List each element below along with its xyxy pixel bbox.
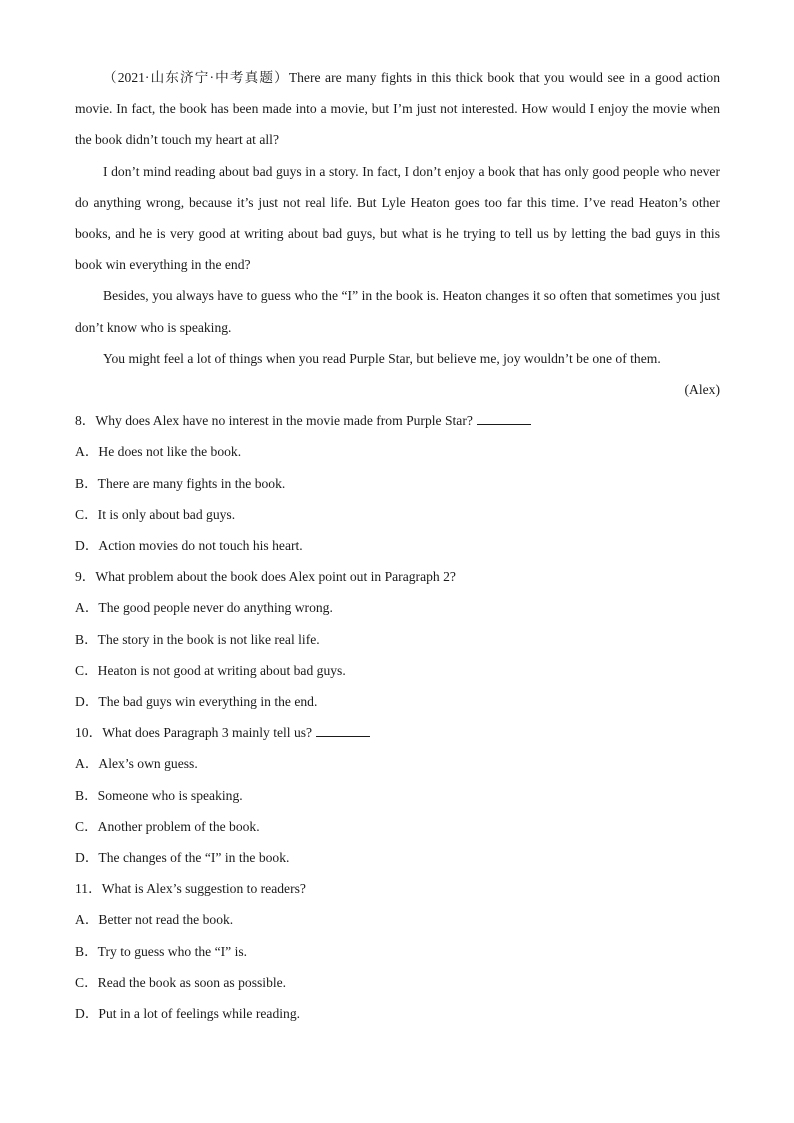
- option-text: There are many fights in the book.: [97, 475, 286, 491]
- option-label: C．: [75, 662, 98, 678]
- option-d[interactable]: [75, 530, 720, 561]
- question-stem: [75, 717, 720, 748]
- option-d[interactable]: [75, 842, 720, 873]
- question-text: Why does Alex have no interest in the movie made from Purple Star?: [95, 413, 473, 429]
- passage-paragraph-2: I don’t mind reading about bad guys in a story. In fact, I don’t enjoy a book that has only good people who never do anything wrong, because it’s just not real life. But Lyle Heaton goes too far this time. I’ve read Heaton’s other books, and he is very good at writing about bad guys, but what is he trying to tell us by letting the bad guys in this book win everything in the end?: [75, 163, 720, 273]
- option-text: Try to guess who the “I” is.: [97, 943, 248, 959]
- question-stem: [75, 405, 720, 436]
- option-text: Another problem of the book.: [97, 818, 260, 834]
- option-label: C．: [75, 818, 98, 834]
- option-label: A．: [75, 600, 99, 616]
- option-c[interactable]: [75, 499, 720, 530]
- option-b[interactable]: [75, 936, 720, 967]
- option-label: D．: [75, 694, 99, 710]
- option-b[interactable]: [75, 468, 720, 499]
- passage-paragraph-1: [75, 62, 720, 156]
- question-text: What problem about the book does Alex point out in Paragraph 2?: [95, 569, 456, 585]
- option-text: Heaton is not good at writing about bad guys.: [97, 662, 346, 678]
- question-9: [75, 561, 720, 717]
- option-d[interactable]: [75, 998, 720, 1029]
- question-stem: [75, 873, 720, 904]
- option-label: C．: [75, 506, 98, 522]
- passage-paragraph-4: You might feel a lot of things when you read Purple Star, but believe me, joy wouldn’t be one of them.: [103, 350, 661, 366]
- answer-blank[interactable]: [316, 726, 370, 737]
- option-label: B．: [75, 943, 98, 959]
- option-label: B．: [75, 787, 98, 803]
- option-label: D．: [75, 538, 99, 554]
- question-11: [75, 873, 720, 1029]
- question-10: [75, 717, 720, 873]
- question-text: What is Alex’s suggestion to readers?: [101, 881, 306, 897]
- option-text: It is only about bad guys.: [97, 506, 236, 522]
- passage-paragraph-3: Besides, you always have to guess who the “I” in the book is. Heaton changes it so often that sometimes you just don’t know who is speaking.: [75, 288, 720, 335]
- option-label: C．: [75, 974, 98, 990]
- option-a[interactable]: [75, 592, 720, 623]
- author-signature: (Alex): [684, 382, 720, 398]
- option-d[interactable]: [75, 686, 720, 717]
- question-number: 11．: [75, 881, 102, 897]
- source-tag: （2021·山东济宁·中考真题）: [103, 70, 289, 85]
- option-text: Put in a lot of feelings while reading.: [98, 1006, 301, 1022]
- option-b[interactable]: [75, 624, 720, 655]
- question-text: What does Paragraph 3 mainly tell us?: [102, 725, 313, 741]
- option-text: The good people never do anything wrong.: [98, 600, 333, 616]
- option-c[interactable]: [75, 655, 720, 686]
- option-text: Action movies do not touch his heart.: [98, 538, 303, 554]
- option-label: D．: [75, 1006, 99, 1022]
- question-number: 10．: [75, 725, 103, 741]
- option-text: Better not read the book.: [98, 912, 234, 928]
- option-label: A．: [75, 912, 99, 928]
- option-c[interactable]: [75, 967, 720, 998]
- paragraph-1-text: There are many fights in this thick book that you would see in a good action movie. In fact, the book has been made into a movie, but I’m just not interested. How would I enjoy the movie when the book didn’t touch my heart at all?: [75, 70, 720, 148]
- option-text: Someone who is speaking.: [97, 787, 243, 803]
- option-label: A．: [75, 444, 99, 460]
- option-label: A．: [75, 756, 99, 772]
- question-8: [75, 405, 720, 561]
- option-label: B．: [75, 475, 98, 491]
- option-text: The bad guys win everything in the end.: [98, 694, 318, 710]
- option-text: Alex’s own guess.: [98, 756, 198, 772]
- option-text: The story in the book is not like real life.: [97, 631, 320, 647]
- answer-blank[interactable]: [477, 414, 531, 425]
- question-number: 8．: [75, 413, 96, 429]
- question-stem: [75, 561, 720, 592]
- question-number: 9．: [75, 569, 96, 585]
- option-text: Read the book as soon as possible.: [97, 974, 287, 990]
- document-page: [75, 62, 720, 1029]
- option-text: He does not like the book.: [98, 444, 242, 460]
- option-a[interactable]: [75, 904, 720, 935]
- option-label: D．: [75, 850, 99, 866]
- option-label: B．: [75, 631, 98, 647]
- option-b[interactable]: [75, 780, 720, 811]
- option-text: The changes of the “I” in the book.: [98, 850, 290, 866]
- option-c[interactable]: [75, 811, 720, 842]
- option-a[interactable]: [75, 436, 720, 467]
- option-a[interactable]: [75, 748, 720, 779]
